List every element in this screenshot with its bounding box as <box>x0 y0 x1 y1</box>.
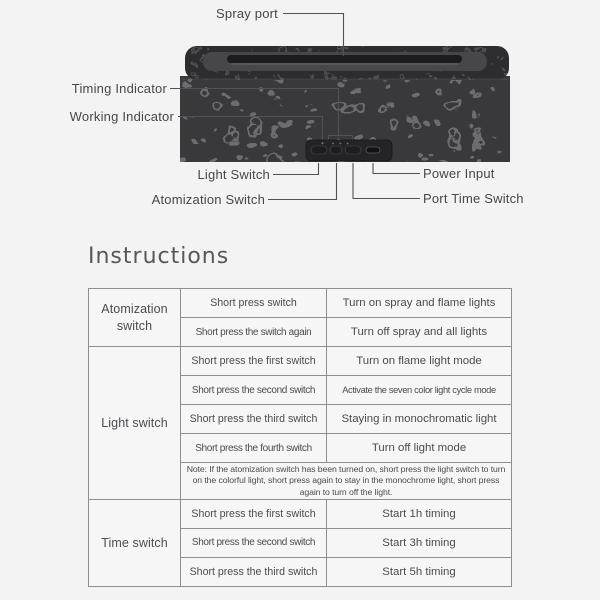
label-atomization-switch: Atomization Switch <box>151 192 265 207</box>
spray-port-slot <box>227 55 462 63</box>
table-row <box>89 289 512 318</box>
action-cell: Short press the third switch <box>181 405 327 434</box>
result-cell: Turn on spray and flame lights <box>327 289 512 318</box>
label-timing-indicator: Timing Indicator <box>71 81 167 96</box>
result-cell: Turn off light mode <box>327 434 512 463</box>
leader-power-input <box>373 163 420 174</box>
instructions-table <box>88 288 512 587</box>
power-input-port <box>366 147 380 153</box>
result-cell: Start 1h timing <box>327 499 512 528</box>
action-cell: Short press the fourth switch <box>181 434 327 463</box>
result-cell: Start 5h timing <box>327 557 512 586</box>
front-top-highlight <box>182 79 508 81</box>
result-cell: Activate the seven color light cycle mode <box>327 376 512 405</box>
slot-ledge-highlight <box>231 63 458 65</box>
action-cell: Short press the third switch <box>181 557 327 586</box>
action-cell: Short press the first switch <box>181 499 327 528</box>
note-cell: Note: If the atomization switch has been turned on, short press the light switch to turn on the colorful light, short press again to stay in the monochrome light, short press again to turn off the light. <box>181 463 512 500</box>
action-cell: Short press the switch again <box>181 318 327 347</box>
action-cell: Short press switch <box>181 289 327 318</box>
leader-light-switch <box>273 163 319 175</box>
atomization-switch-button <box>330 146 342 154</box>
leader-atomization-switch <box>268 163 337 200</box>
leader-port-time-switch <box>353 163 420 199</box>
control-panel <box>306 140 392 161</box>
group-label-atomization: Atomization switch <box>89 289 181 347</box>
action-cell: Short press the first switch <box>181 347 327 376</box>
group-label-light: Light switch <box>89 347 181 500</box>
action-cell: Short press the second switch <box>181 528 327 557</box>
light-switch-button <box>311 146 327 154</box>
label-light-switch: Light Switch <box>197 167 270 182</box>
device-diagram <box>0 0 600 238</box>
table-row <box>89 499 512 528</box>
table-row <box>89 347 512 376</box>
working-indicator-led <box>322 142 324 144</box>
action-cell: Short press the second switch <box>181 376 327 405</box>
label-port-time-switch: Port Time Switch <box>423 191 524 206</box>
label-working-indicator: Working Indicator <box>69 109 174 124</box>
label-power-input: Power Input <box>423 166 495 181</box>
device <box>180 46 510 162</box>
result-cell: Staying in monochromatic light <box>327 405 512 434</box>
group-label-time: Time switch <box>89 499 181 586</box>
instructions-title: Instructions <box>88 244 230 269</box>
result-cell: Turn on flame light mode <box>327 347 512 376</box>
result-cell: Turn off spray and all lights <box>327 318 512 347</box>
port-time-switch-button <box>345 146 361 154</box>
result-cell: Start 3h timing <box>327 528 512 557</box>
label-spray-port: Spray port <box>216 6 278 21</box>
